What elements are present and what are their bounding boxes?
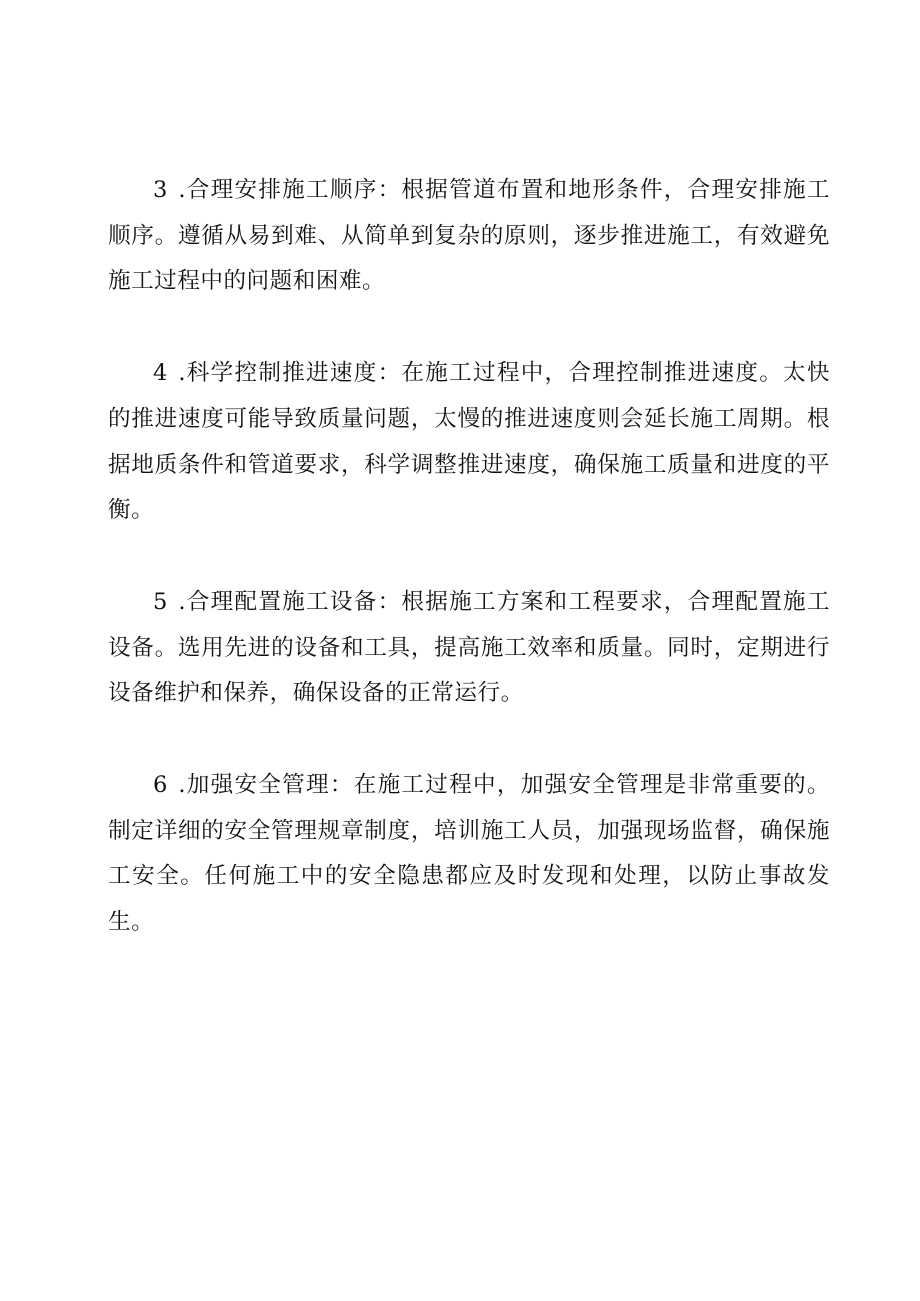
paragraph-text: .加强安全管理：在施工过程中，加强安全管理是非常重要的。制定详细的安全管理规章制度，培训施工人员，加强现场监督，确保施工安全。任何施工中的安全隐患都应及时发现和处理，以防止事故发生。 [108, 772, 831, 936]
paragraph-text: .合理配置施工设备：根据施工方案和工程要求，合理配置施工设备。选用先进的设备和工具，提高施工效率和质量。同时，定期进行设备维护和保养，确保设备的正常运行。 [108, 588, 831, 707]
paragraph-text: .科学控制推进速度：在施工过程中，合理控制推进速度。太快的推进速度可能导致质量问题，太慢的推进速度则会延长施工周期。根据地质条件和管道要求，科学调整推进速度，确保施工质量和进度的平衡。 [108, 360, 831, 524]
document-body [108, 168, 830, 992]
paragraph-number: 3 [153, 177, 168, 203]
paragraph-item-3 [108, 168, 830, 305]
paragraph-number: 5 [153, 588, 168, 615]
paragraph-text: .合理安排施工顺序：根据管道布置和地形条件，合理安排施工顺序。遵循从易到难、从简单到复杂的原则，逐步推进施工，有效避免施工过程中的问题和困难。 [108, 177, 831, 295]
paragraph-item-6 [108, 763, 830, 946]
paragraph-number: 4 [153, 360, 168, 387]
paragraph-number: 6 [153, 772, 168, 799]
paragraph-item-5 [108, 580, 830, 717]
paragraph-item-4 [108, 351, 830, 534]
